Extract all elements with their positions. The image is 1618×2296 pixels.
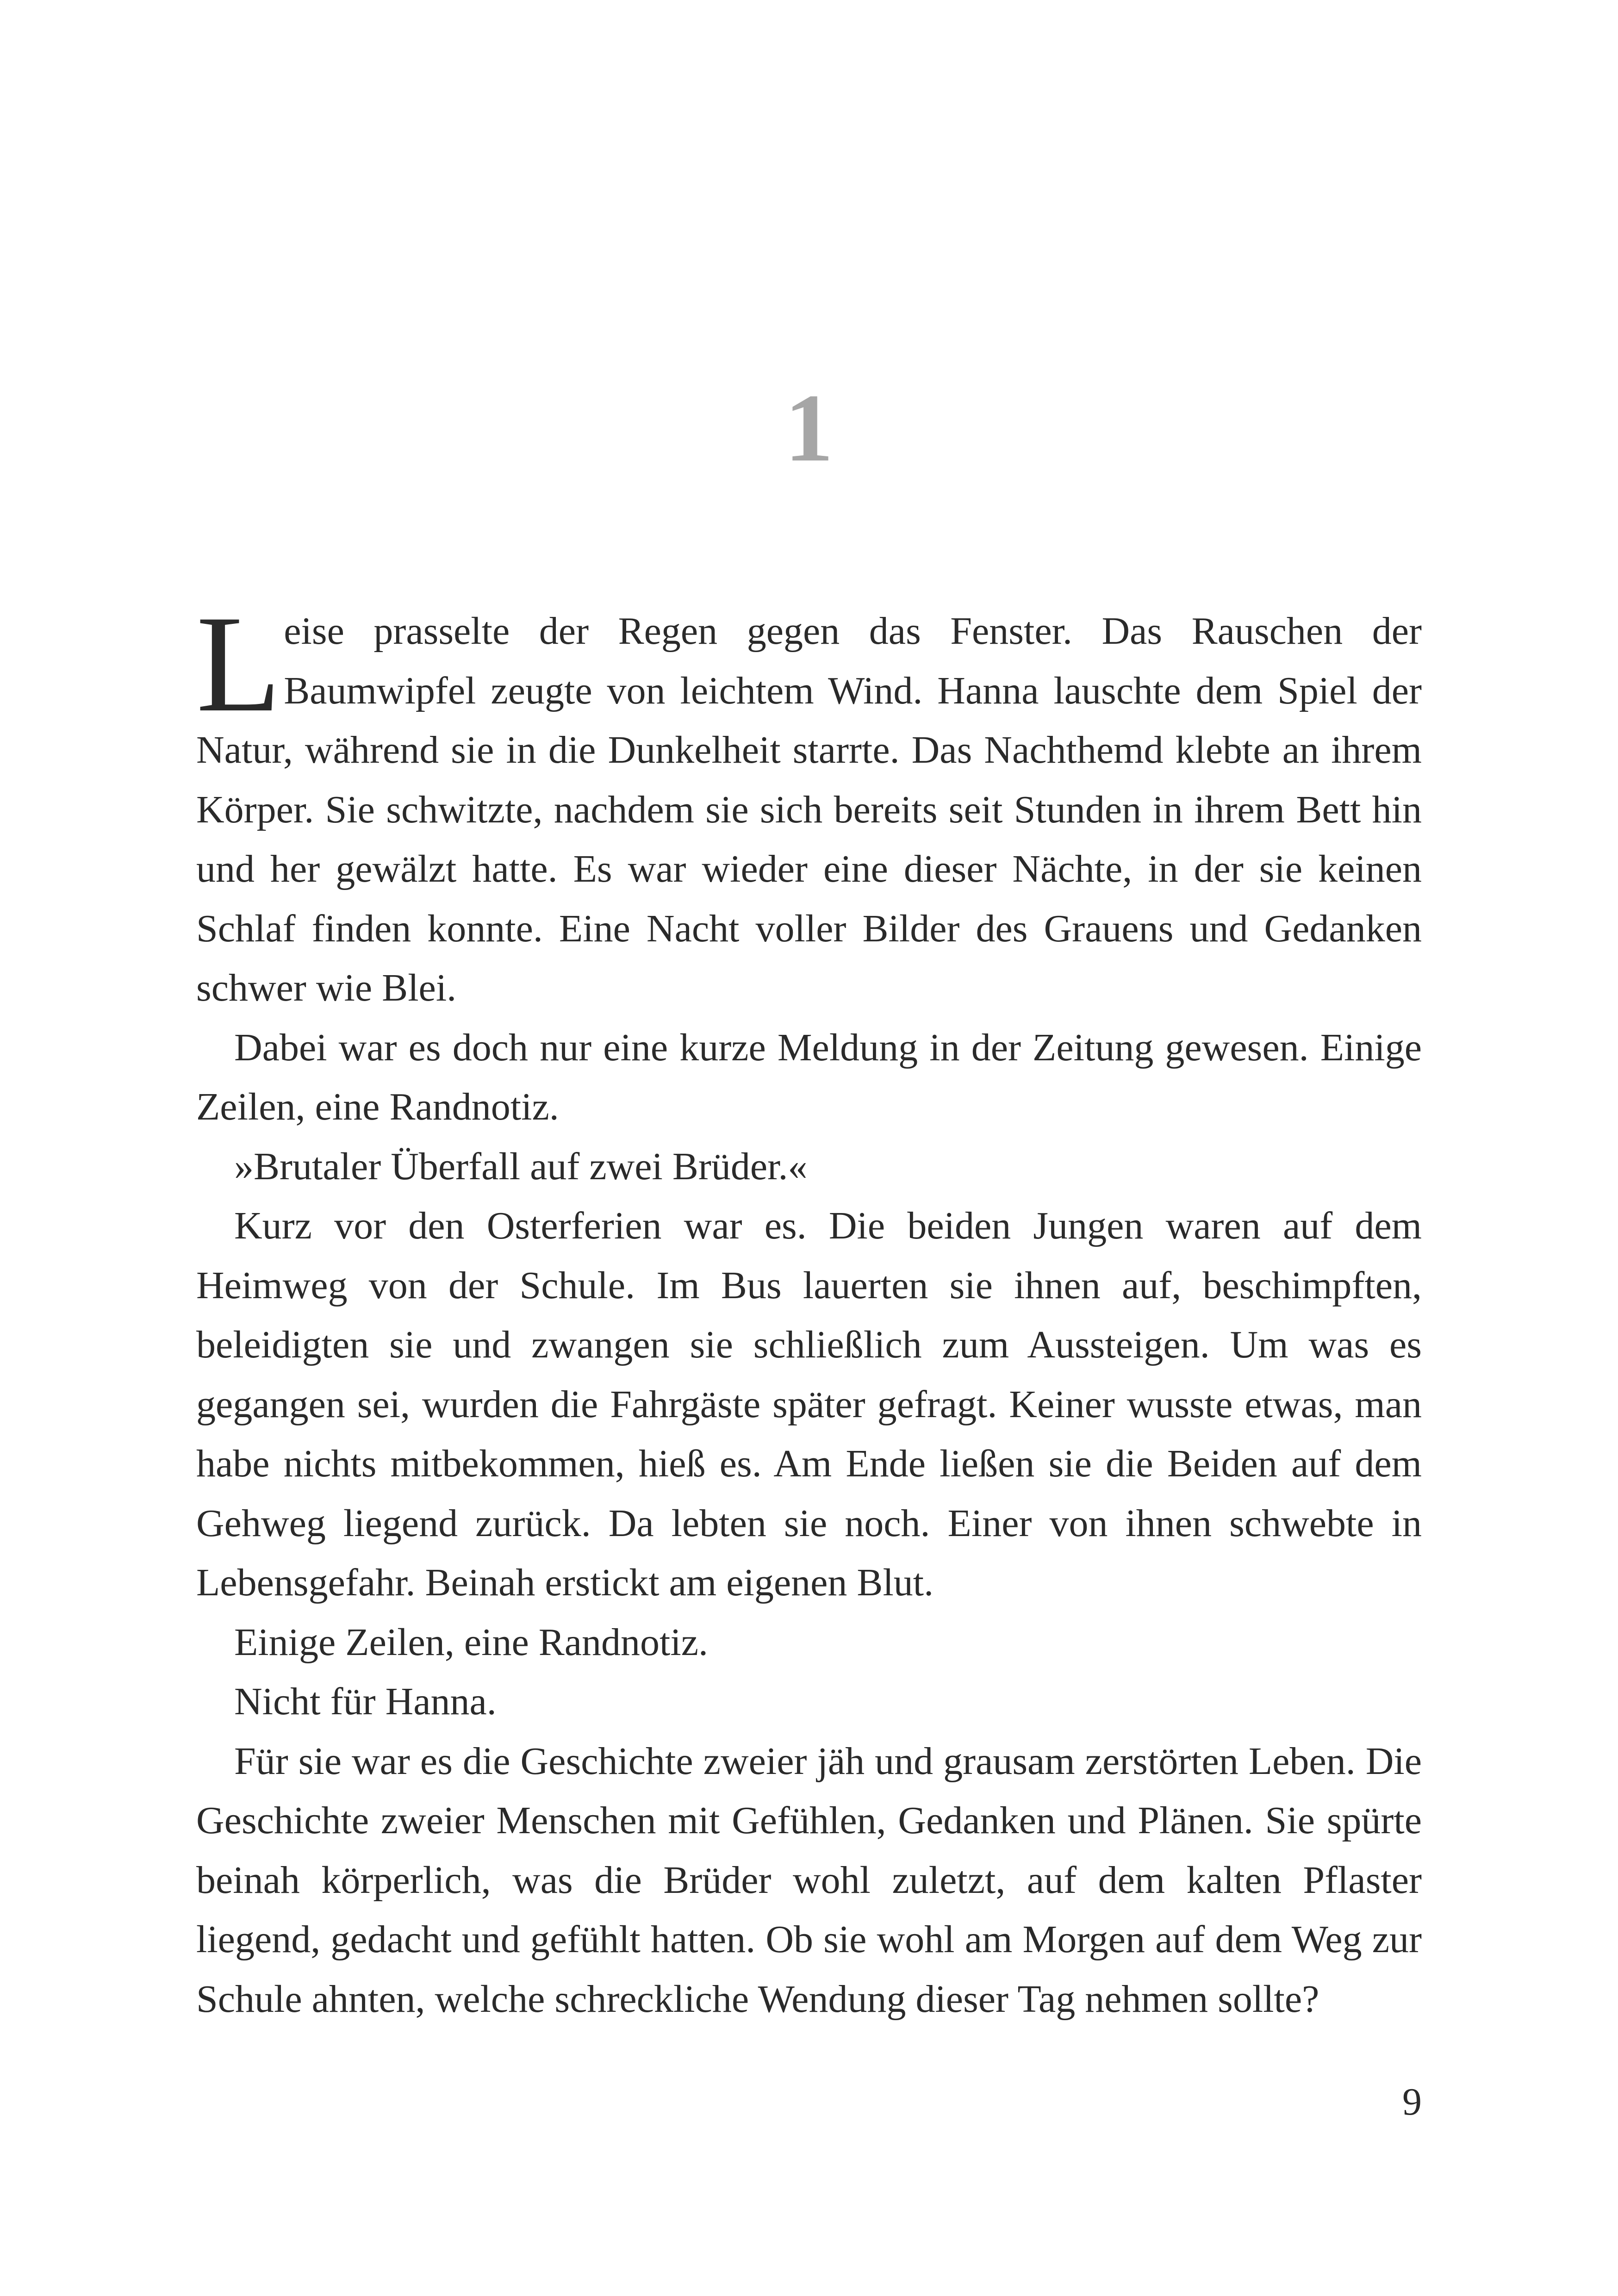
paragraph-1-text: eise prasselte der Regen gegen das Fenster. Das Rauschen der Baumwipfel zeugte von leichtem Wind. Hanna lauschte dem Spiel der Natur, während sie in die Dunkelheit starrte. Das Nachthemd klebte an ihrem Körper. Sie schwitzte, nachdem sie sich bereits seit Stunden in ihrem Bett hin und her gewälzt hatte. Es war wieder eine dieser Nächte, in der sie keinen Schlaf finden konnte. Eine Nacht voller Bilder des Grauens und Gedanken schwer wie Blei. xyxy=(196,610,1422,1009)
body-text xyxy=(196,587,1422,2029)
paragraph-3: »Brutaler Überfall auf zwei Brüder.« xyxy=(234,1145,808,1188)
paragraph-4: Kurz vor den Osterferien war es. Die beiden Jungen waren auf dem Heimweg von der Schule. Im Bus lauerten sie ihnen auf, beschimpften, beleidigten sie und zwangen sie schließlich zum Aussteigen. Um was es gegangen sei, wurden die Fahrgäste später gefragt. Keiner wusste etwas, man habe nichts mitbekommen, hieß es. Am Ende ließen sie die Beiden auf dem Gehweg liegend zurück. Da lebten sie noch. Einer von ihnen schwebte in Lebensgefahr. Beinah erstickt am eigenen Blut. xyxy=(196,1204,1422,1604)
paragraph-5: Einige Zeilen, eine Randnotiz. xyxy=(234,1620,708,1664)
paragraph-2: Dabei war es doch nur eine kurze Meldung in der Zeitung gewesen. Einige Zeilen, eine Randnotiz. xyxy=(196,1026,1422,1128)
page-number: 9 xyxy=(1402,2080,1422,2123)
drop-cap: L xyxy=(196,587,281,740)
paragraph-7: Für sie war es die Geschichte zweier jäh und grausam zerstörten Leben. Die Geschichte zweier Menschen mit Gefühlen, Gedanken und Plänen. Sie spürte beinah körperlich, was die Brüder wohl zuletzt, auf dem kalten Pflaster liegend, gedacht und gefühlt hatten. Ob sie wohl am Morgen auf dem Weg zur Schule ahnten, welche schreckliche Wendung dieser Tag nehmen sollte? xyxy=(196,1739,1422,2021)
paragraph-1 xyxy=(196,587,1422,1018)
chapter-number: 1 xyxy=(784,374,834,482)
paragraph-6: Nicht für Hanna. xyxy=(234,1680,497,1723)
